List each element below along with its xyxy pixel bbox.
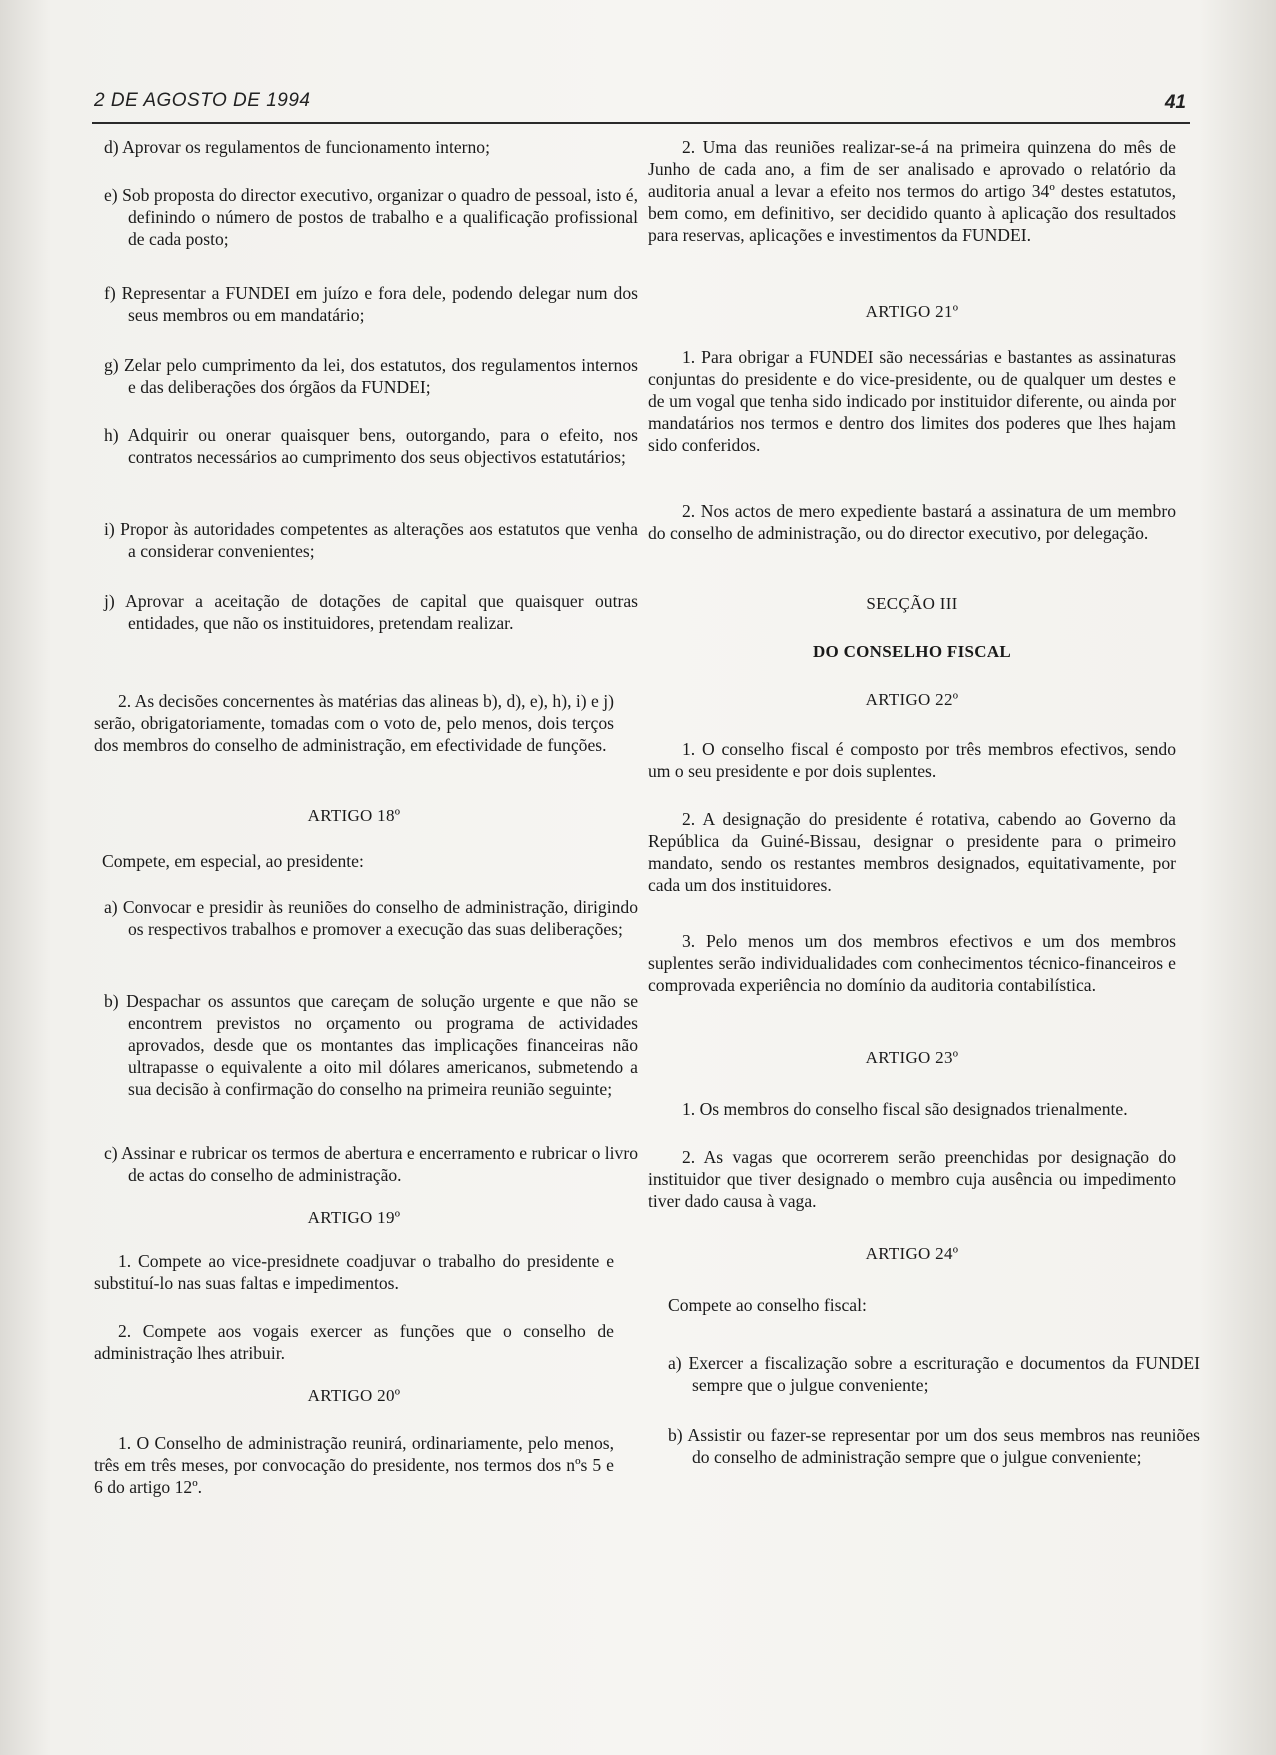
article-21-paragraph-1: 1. Para obrigar a FUNDEI são necessárias e bastantes as assinaturas conjuntas do presidente e do vice-presidente, ou de qualquer um destes e de um vogal que tenha sido indicado por instituidor diferente, ou ainda por mandatários nos termos e dentro dos limites dos poderes que lhes hajam sido conferidos. (648, 347, 1176, 455)
article-19-paragraph-1: 1. Compete ao vice-presidnete coadjuvar o trabalho do presidente e substituí-lo nas suas faltas e impedimentos. (94, 1251, 614, 1293)
article-20-paragraph-1: 1. O Conselho de administração reunirá, ordinariamente, pelo menos, três em três meses, por convocação do presidente, nos termos dos nºs 5 e 6 do artigo 12º. (94, 1433, 614, 1497)
list-item-d: d) Aprovar os regulamentos de funcionamento interno; (104, 137, 490, 157)
page-header (92, 86, 1190, 124)
article-23-paragraph-2: 2. As vagas que ocorrerem serão preenchidas por designação do instituidor que tiver designado o membro cuja ausência ou impedimento tiver dado causa à vaga. (648, 1147, 1176, 1211)
article-18-item-c: c) Assinar e rubricar os termos de abertura e encerramento e rubricar o livro de actas do conselho de administração. (104, 1143, 638, 1185)
list-item-j: j) Aprovar a aceitação de dotações de capital que quaisquer outras entidades, que não os instituidores, pretendam realizar. (104, 591, 638, 633)
header-date: 2 DE AGOSTO DE 1994 (94, 90, 311, 111)
article-21-paragraph-2: 2. Nos actos de mero expediente bastará a assinatura de um membro do conselho de administração, ou do director executivo, por delegação. (648, 501, 1176, 543)
article-20-heading: ARTIGO 20º (307, 1386, 401, 1405)
article-18-item-a: a) Convocar e presidir às reuniões do conselho de administração, dirigindo os respectivos trabalhos e promover a execução das suas deliberações; (104, 897, 638, 939)
section-heading: SECÇÃO III (866, 594, 958, 613)
article-22-paragraph-2: 2. A designação do presidente é rotativa, cabendo ao Governo da República da Guiné-Bissau, designar o presidente para o primeiro mandato, sendo os restantes membros designados, equitativamente, por cada um dos instituidores. (648, 809, 1176, 895)
list-item-g: g) Zelar pelo cumprimento da lei, dos estatutos, dos regulamentos internos e das deliberações dos órgãos da FUNDEI; (104, 355, 638, 397)
article-22-heading: ARTIGO 22º (865, 690, 959, 709)
article-18-heading: ARTIGO 18º (307, 806, 401, 825)
list-item-i: i) Propor às autoridades competentes as alterações aos estatutos que venha a considerar convenientes; (104, 519, 638, 561)
article-21-heading: ARTIGO 21º (865, 302, 959, 321)
article-19-heading: ARTIGO 19º (307, 1208, 401, 1227)
article-22-paragraph-3: 3. Pelo menos um dos membros efectivos e um dos membros suplentes serão individualidades com conhecimentos técnico-financeiros e comprovada experiência no domínio da auditoria contabilística. (648, 931, 1176, 995)
paragraph-2-decisions: 2. As decisões concernentes às matérias das alineas b), d), e), h), i) e j) serão, obrigatoriamente, tomadas com o voto de, pelo menos, dois terços dos membros do conselho de administração, em efectividade de funções. (94, 691, 614, 755)
article-24-heading: ARTIGO 24º (865, 1244, 959, 1263)
article-18-item-b: b) Despachar os assuntos que careçam de solução urgente e que não se encontrem previstos no orçamento ou programa de actividades aprovados, desde que os montantes das implicações financeiras não ultrapasse o equivalente a oito mil dólares americanos, submetendo a sua decisão à confirmação do conselho na primeira reunião seguinte; (104, 991, 638, 1099)
article-19-paragraph-2: 2. Compete aos vogais exercer as funções que o conselho de administração lhes atribuir. (94, 1321, 614, 1363)
article-24-intro: Compete ao conselho fiscal: (668, 1295, 867, 1315)
article-23-heading: ARTIGO 23º (865, 1048, 959, 1067)
page-number: 41 (1164, 92, 1186, 113)
article-22-paragraph-1: 1. O conselho fiscal é composto por três membros efectivos, sendo um o seu presidente e por dois suplentes. (648, 739, 1176, 781)
list-item-e: e) Sob proposta do director executivo, organizar o quadro de pessoal, isto é, definindo o número de postos de trabalho e a qualificação profissional de cada posto; (104, 185, 638, 249)
list-item-f: f) Representar a FUNDEI em juízo e fora dele, podendo delegar num dos seus membros ou em mandatário; (104, 283, 638, 325)
section-title: DO CONSELHO FISCAL (812, 642, 1012, 661)
list-item-h: h) Adquirir ou onerar quaisquer bens, outorgando, para o efeito, nos contratos necessários ao cumprimento dos seus objectivos estatutários; (104, 425, 638, 467)
article-24-item-a: a) Exercer a fiscalização sobre a escrituração e documentos da FUNDEI sempre que o julgue conveniente; (668, 1353, 1200, 1395)
article-24-item-b: b) Assistir ou fazer-se representar por um dos seus membros nas reuniões do conselho de administração sempre que o julgue conveniente; (668, 1425, 1200, 1467)
article-23-paragraph-1: 1. Os membros do conselho fiscal são designados trienalmente. (682, 1099, 1128, 1119)
article-20-paragraph-2: 2. Uma das reuniões realizar-se-á na primeira quinzena do mês de Junho de cada ano, a fim de ser analisado e aprovado o relatório da auditoria anual a levar a efeito nos termos do artigo 34º destes estatutos, bem como, em definitivo, ser decidido quanto à aplicação dos resultados para reservas, aplicações e investimentos da FUNDEI. (648, 137, 1176, 245)
article-18-intro: Compete, em especial, ao presidente: (102, 851, 364, 871)
